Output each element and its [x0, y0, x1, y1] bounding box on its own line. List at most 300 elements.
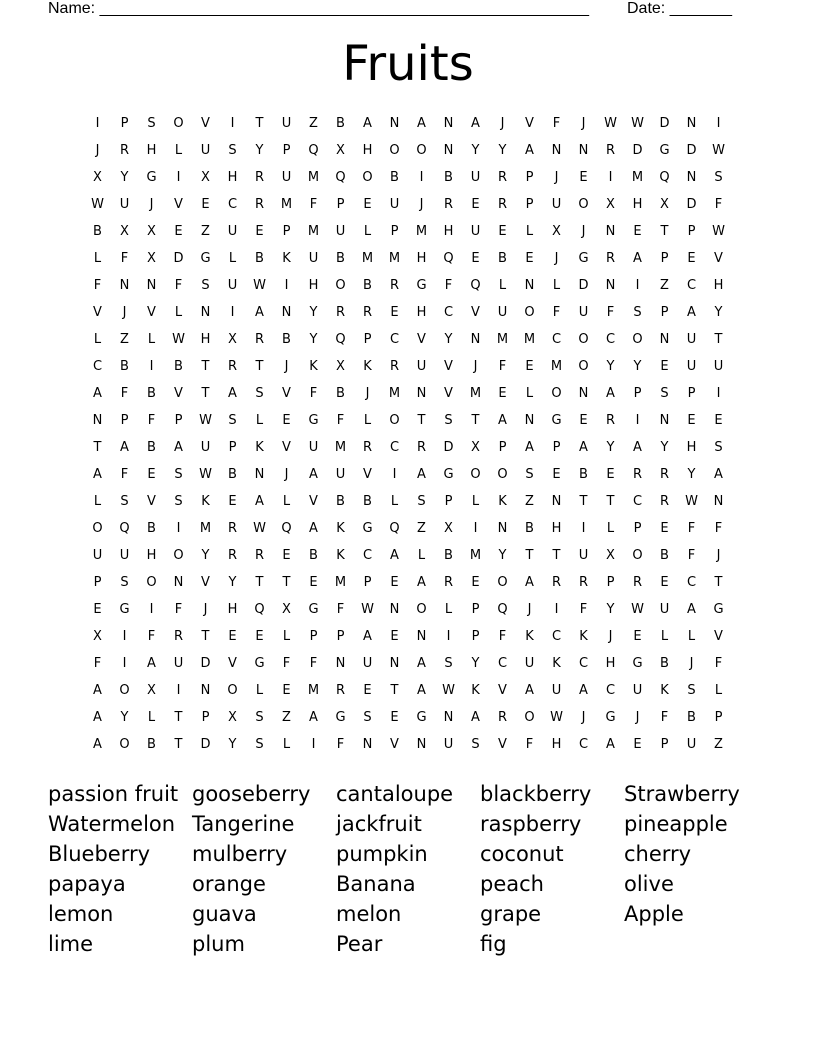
- grid-letter: K: [336, 548, 345, 563]
- grid-letter: R: [632, 467, 643, 482]
- grid-letter: E: [390, 710, 399, 725]
- word-list-item: grape: [480, 902, 542, 926]
- grid-letter: A: [633, 251, 642, 266]
- grid-letter: U: [416, 359, 427, 374]
- grid-letter: A: [471, 710, 480, 725]
- word-list: [48, 781, 768, 961]
- grid-letter: L: [282, 629, 291, 644]
- word-list-item: guava: [192, 902, 257, 926]
- grid-letter: J: [284, 359, 289, 374]
- grid-letter: Y: [228, 575, 237, 590]
- grid-letter: X: [336, 143, 345, 158]
- grid-letter: U: [578, 548, 589, 563]
- grid-letter: S: [471, 737, 480, 752]
- grid-letter: R: [497, 170, 508, 185]
- grid-row: [84, 573, 732, 600]
- grid-letter: W: [550, 710, 563, 725]
- grid-letter: P: [174, 413, 183, 428]
- word-list-item: pineapple: [624, 812, 728, 836]
- grid-letter: Z: [525, 494, 534, 509]
- grid-letter: S: [174, 494, 183, 509]
- grid-letter: C: [92, 359, 103, 374]
- grid-letter: X: [147, 224, 156, 239]
- grid-letter: A: [687, 602, 696, 617]
- word-list-item: lime: [48, 932, 94, 956]
- grid-letter: R: [632, 575, 643, 590]
- grid-letter: P: [552, 440, 561, 455]
- grid-letter: F: [552, 305, 561, 320]
- grid-letter: I: [446, 629, 451, 644]
- grid-letter: J: [554, 251, 559, 266]
- grid-letter: J: [635, 710, 640, 725]
- grid-row: [84, 681, 732, 708]
- grid-row: [84, 276, 732, 303]
- grid-letter: P: [498, 440, 507, 455]
- grid-letter: V: [174, 386, 183, 401]
- grid-letter: K: [552, 656, 561, 671]
- grid-letter: V: [228, 656, 237, 671]
- grid-letter: O: [119, 737, 130, 752]
- grid-letter: N: [605, 278, 616, 293]
- grid-letter: G: [605, 710, 616, 725]
- grid-letter: O: [551, 386, 562, 401]
- grid-letter: L: [255, 683, 264, 698]
- grid-letter: A: [525, 683, 534, 698]
- grid-letter: E: [390, 305, 399, 320]
- grid-letter: U: [497, 305, 508, 320]
- grid-letter: C: [443, 305, 454, 320]
- grid-letter: P: [336, 197, 345, 212]
- grid-letter: B: [147, 386, 156, 401]
- grid-letter: A: [525, 143, 534, 158]
- grid-letter: A: [363, 116, 372, 131]
- grid-letter: D: [443, 440, 454, 455]
- grid-letter: A: [147, 656, 156, 671]
- grid-letter: U: [551, 197, 562, 212]
- grid-letter: D: [686, 197, 697, 212]
- grid-letter: R: [227, 548, 238, 563]
- grid-letter: P: [120, 116, 129, 131]
- grid-letter: E: [687, 251, 696, 266]
- grid-row: [84, 519, 732, 546]
- grid-letter: J: [284, 467, 289, 482]
- grid-letter: T: [471, 413, 480, 428]
- grid-letter: G: [362, 521, 373, 536]
- grid-letter: W: [199, 413, 212, 428]
- word-list-item: plum: [192, 932, 245, 956]
- grid-letter: H: [416, 251, 427, 266]
- grid-letter: U: [227, 224, 238, 239]
- grid-letter: A: [417, 575, 426, 590]
- grid-letter: Y: [606, 440, 615, 455]
- grid-letter: A: [228, 386, 237, 401]
- grid-letter: T: [525, 548, 534, 563]
- grid-letter: V: [147, 305, 156, 320]
- grid-letter: O: [146, 575, 157, 590]
- grid-row: [84, 627, 732, 654]
- grid-letter: X: [471, 440, 480, 455]
- grid-letter: I: [716, 386, 721, 401]
- grid-letter: B: [498, 251, 507, 266]
- grid-letter: U: [200, 143, 211, 158]
- grid-letter: U: [443, 737, 454, 752]
- grid-letter: I: [581, 521, 586, 536]
- grid-letter: M: [307, 683, 320, 698]
- word-list-item: raspberry: [480, 812, 582, 836]
- grid-letter: G: [713, 602, 724, 617]
- grid-row: [84, 168, 732, 195]
- grid-letter: R: [605, 413, 616, 428]
- grid-letter: P: [444, 494, 453, 509]
- grid-letter: L: [363, 413, 372, 428]
- grid-letter: N: [551, 494, 562, 509]
- grid-letter: Z: [120, 332, 129, 347]
- grid-letter: K: [525, 629, 534, 644]
- grid-letter: P: [282, 224, 291, 239]
- grid-letter: B: [336, 116, 345, 131]
- grid-letter: X: [660, 197, 669, 212]
- grid-letter: S: [255, 386, 264, 401]
- grid-letter: M: [307, 224, 320, 239]
- grid-letter: W: [361, 602, 374, 617]
- grid-letter: J: [500, 116, 505, 131]
- grid-letter: U: [632, 683, 643, 698]
- grid-letter: B: [228, 467, 237, 482]
- grid-letter: P: [228, 440, 237, 455]
- grid-letter: X: [228, 332, 237, 347]
- grid-letter: A: [93, 386, 102, 401]
- grid-letter: P: [633, 386, 642, 401]
- grid-row: [84, 411, 732, 438]
- grid-letter: E: [525, 251, 534, 266]
- grid-letter: J: [365, 386, 370, 401]
- word-list-item: melon: [336, 902, 402, 926]
- grid-letter: A: [390, 548, 399, 563]
- grid-letter: C: [389, 440, 400, 455]
- grid-letter: I: [284, 278, 289, 293]
- grid-letter: T: [255, 116, 264, 131]
- grid-letter: L: [147, 332, 156, 347]
- grid-letter: R: [389, 359, 400, 374]
- grid-letter: M: [523, 332, 536, 347]
- grid-letter: F: [552, 116, 561, 131]
- grid-letter: W: [604, 116, 617, 131]
- grid-letter: E: [471, 197, 480, 212]
- grid-letter: I: [95, 116, 100, 131]
- grid-letter: D: [659, 116, 670, 131]
- grid-letter: W: [685, 494, 698, 509]
- grid-letter: E: [714, 413, 723, 428]
- grid-letter: C: [551, 332, 562, 347]
- grid-letter: I: [419, 170, 424, 185]
- grid-letter: H: [146, 143, 157, 158]
- grid-letter: F: [579, 602, 588, 617]
- grid-letter: U: [659, 602, 670, 617]
- grid-letter: Q: [659, 170, 670, 185]
- grid-letter: Y: [606, 602, 615, 617]
- grid-letter: A: [606, 737, 615, 752]
- grid-letter: U: [335, 224, 346, 239]
- grid-letter: T: [390, 683, 399, 698]
- grid-letter: T: [282, 575, 291, 590]
- grid-letter: M: [469, 548, 482, 563]
- grid-letter: G: [578, 251, 589, 266]
- grid-letter: C: [227, 197, 238, 212]
- grid-letter: B: [147, 440, 156, 455]
- grid-letter: N: [443, 143, 454, 158]
- grid-letter: H: [605, 656, 616, 671]
- grid-letter: V: [201, 116, 210, 131]
- grid-letter: A: [714, 467, 723, 482]
- grid-letter: H: [713, 278, 724, 293]
- grid-letter: X: [606, 197, 615, 212]
- grid-letter: Y: [309, 305, 318, 320]
- grid-row: [84, 708, 732, 735]
- grid-letter: J: [203, 602, 208, 617]
- grid-letter: A: [255, 494, 264, 509]
- grid-letter: C: [605, 683, 616, 698]
- grid-letter: X: [93, 170, 102, 185]
- grid-letter: M: [550, 359, 563, 374]
- grid-letter: K: [660, 683, 669, 698]
- grid-letter: V: [498, 737, 507, 752]
- grid-letter: B: [363, 494, 372, 509]
- grid-letter: W: [199, 467, 212, 482]
- grid-letter: B: [147, 521, 156, 536]
- grid-letter: P: [687, 386, 696, 401]
- grid-letter: G: [416, 710, 427, 725]
- grid-letter: L: [282, 737, 291, 752]
- grid-letter: N: [92, 413, 103, 428]
- word-list-row: [48, 811, 768, 841]
- grid-letter: F: [498, 629, 507, 644]
- grid-letter: B: [309, 548, 318, 563]
- grid-letter: E: [633, 224, 642, 239]
- word-list-item: Blueberry: [48, 842, 151, 866]
- grid-letter: R: [227, 521, 238, 536]
- grid-letter: R: [362, 440, 373, 455]
- grid-letter: Y: [120, 170, 129, 185]
- grid-letter: F: [714, 656, 723, 671]
- grid-letter: Q: [389, 521, 400, 536]
- grid-letter: R: [659, 467, 670, 482]
- grid-letter: S: [444, 413, 453, 428]
- grid-letter: L: [660, 629, 669, 644]
- grid-letter: L: [363, 224, 372, 239]
- grid-letter: L: [606, 521, 615, 536]
- grid-letter: L: [525, 386, 534, 401]
- grid-letter: B: [336, 386, 345, 401]
- grid-letter: F: [714, 521, 723, 536]
- grid-letter: L: [498, 278, 507, 293]
- grid-letter: Y: [660, 440, 669, 455]
- grid-letter: P: [93, 575, 102, 590]
- grid-letter: L: [390, 494, 399, 509]
- grid-letter: X: [282, 602, 291, 617]
- grid-letter: I: [176, 170, 181, 185]
- grid-letter: E: [660, 521, 669, 536]
- grid-letter: P: [660, 251, 669, 266]
- grid-letter: O: [632, 548, 643, 563]
- grid-letter: L: [687, 629, 696, 644]
- grid-letter: V: [390, 737, 399, 752]
- grid-letter: J: [527, 602, 532, 617]
- grid-row: [84, 357, 732, 384]
- grid-letter: T: [201, 359, 210, 374]
- grid-letter: X: [552, 224, 561, 239]
- grid-letter: B: [255, 251, 264, 266]
- grid-letter: S: [363, 710, 372, 725]
- grid-letter: Z: [282, 710, 291, 725]
- grid-letter: S: [255, 737, 264, 752]
- word-list-item: blackberry: [480, 782, 592, 806]
- grid-letter: H: [362, 143, 373, 158]
- grid-letter: M: [496, 332, 509, 347]
- grid-letter: F: [120, 251, 129, 266]
- grid-letter: Y: [471, 656, 480, 671]
- grid-row: [84, 303, 732, 330]
- grid-letter: P: [309, 629, 318, 644]
- grid-letter: L: [417, 548, 426, 563]
- grid-letter: K: [336, 521, 345, 536]
- grid-letter: F: [498, 359, 507, 374]
- grid-letter: U: [227, 278, 238, 293]
- grid-letter: F: [147, 413, 156, 428]
- grid-letter: F: [120, 386, 129, 401]
- grid-letter: F: [282, 656, 291, 671]
- grid-letter: D: [578, 278, 589, 293]
- grid-letter: N: [578, 143, 589, 158]
- grid-letter: Y: [228, 737, 237, 752]
- word-list-item: Banana: [336, 872, 416, 896]
- grid-letter: E: [498, 224, 507, 239]
- grid-letter: E: [471, 575, 480, 590]
- grid-letter: Q: [119, 521, 130, 536]
- grid-letter: R: [497, 197, 508, 212]
- grid-letter: H: [416, 305, 427, 320]
- grid-letter: E: [633, 737, 642, 752]
- grid-letter: R: [362, 305, 373, 320]
- grid-letter: N: [686, 116, 697, 131]
- grid-letter: J: [689, 656, 694, 671]
- grid-letter: T: [255, 575, 264, 590]
- grid-letter: O: [578, 359, 589, 374]
- grid-letter: J: [95, 143, 100, 158]
- grid-letter: R: [173, 629, 184, 644]
- grid-letter: S: [174, 467, 183, 482]
- grid-letter: E: [687, 413, 696, 428]
- grid-letter: O: [470, 467, 481, 482]
- grid-letter: S: [714, 440, 723, 455]
- grid-letter: A: [93, 683, 102, 698]
- word-list-item: Watermelon: [48, 812, 176, 836]
- grid-letter: M: [469, 386, 482, 401]
- grid-letter: R: [659, 494, 670, 509]
- grid-letter: F: [606, 305, 615, 320]
- grid-letter: S: [417, 494, 426, 509]
- grid-letter: Y: [120, 710, 129, 725]
- grid-letter: A: [417, 656, 426, 671]
- grid-letter: E: [282, 413, 291, 428]
- grid-letter: I: [608, 170, 613, 185]
- grid-letter: B: [444, 170, 453, 185]
- grid-letter: X: [201, 170, 210, 185]
- grid-letter: G: [200, 251, 211, 266]
- grid-letter: B: [120, 359, 129, 374]
- grid-letter: T: [714, 575, 723, 590]
- word-list-item: Strawberry: [624, 782, 740, 806]
- grid-row: [84, 114, 732, 141]
- letter-grid: [84, 114, 732, 762]
- grid-letter: T: [93, 440, 102, 455]
- grid-letter: U: [686, 332, 697, 347]
- grid-letter: F: [336, 737, 345, 752]
- grid-letter: A: [417, 683, 426, 698]
- grid-letter: Y: [309, 332, 318, 347]
- word-list-item: gooseberry: [192, 782, 311, 806]
- grid-row: [84, 438, 732, 465]
- grid-letter: K: [471, 683, 480, 698]
- grid-letter: Y: [498, 548, 507, 563]
- grid-letter: S: [444, 656, 453, 671]
- grid-letter: U: [308, 440, 319, 455]
- grid-letter: K: [282, 251, 291, 266]
- grid-letter: U: [119, 197, 130, 212]
- grid-letter: N: [254, 467, 265, 482]
- grid-letter: G: [308, 602, 319, 617]
- grid-letter: O: [173, 548, 184, 563]
- grid-letter: R: [254, 170, 265, 185]
- grid-letter: J: [554, 170, 559, 185]
- grid-letter: A: [93, 710, 102, 725]
- grid-letter: A: [120, 440, 129, 455]
- grid-letter: N: [497, 521, 508, 536]
- grid-letter: O: [578, 197, 589, 212]
- grid-letter: M: [631, 170, 644, 185]
- grid-letter: X: [228, 710, 237, 725]
- grid-letter: V: [498, 683, 507, 698]
- grid-letter: G: [551, 413, 562, 428]
- grid-letter: Q: [335, 170, 346, 185]
- grid-letter: U: [119, 548, 130, 563]
- grid-letter: N: [173, 575, 184, 590]
- grid-letter: H: [308, 278, 319, 293]
- grid-letter: E: [363, 683, 372, 698]
- grid-letter: B: [660, 656, 669, 671]
- grid-letter: T: [660, 224, 669, 239]
- grid-letter: F: [174, 602, 183, 617]
- grid-letter: Q: [497, 602, 508, 617]
- grid-letter: D: [632, 143, 643, 158]
- grid-letter: N: [470, 332, 481, 347]
- grid-letter: H: [146, 548, 157, 563]
- grid-letter: G: [254, 656, 265, 671]
- grid-letter: S: [228, 413, 237, 428]
- grid-letter: E: [579, 413, 588, 428]
- grid-letter: K: [201, 494, 210, 509]
- grid-letter: N: [389, 602, 400, 617]
- grid-letter: C: [632, 494, 643, 509]
- word-list-item: pumpkin: [336, 842, 428, 866]
- grid-letter: B: [363, 278, 372, 293]
- grid-letter: L: [471, 494, 480, 509]
- grid-letter: H: [686, 440, 697, 455]
- grid-letter: U: [713, 359, 724, 374]
- word-list-item: orange: [192, 872, 266, 896]
- word-list-item: Apple: [624, 902, 684, 926]
- grid-letter: P: [390, 224, 399, 239]
- grid-letter: M: [361, 251, 374, 266]
